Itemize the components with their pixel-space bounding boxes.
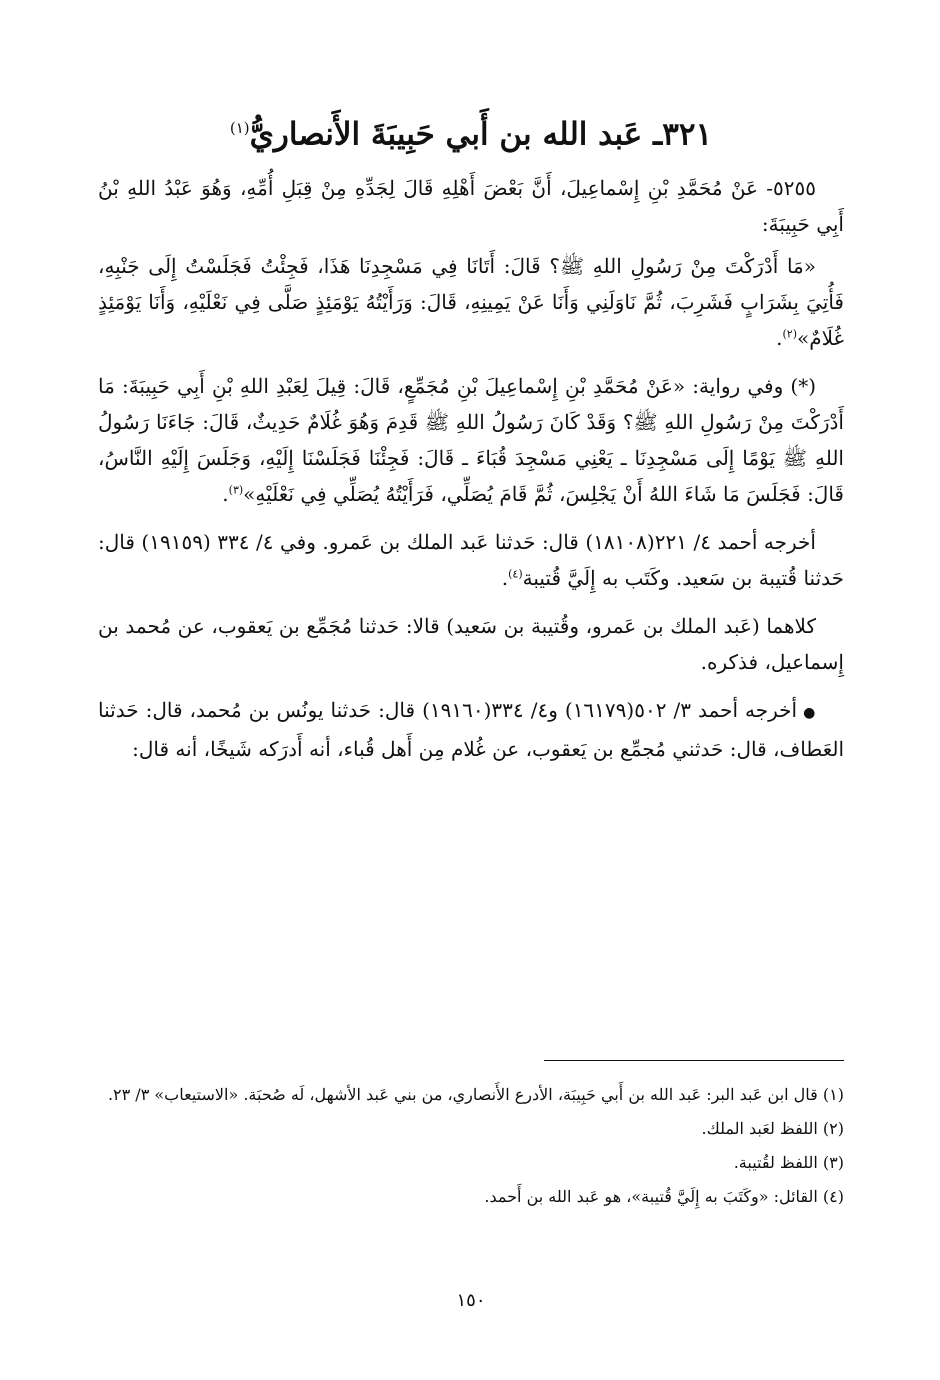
quote-footnote-ref: (٢)	[782, 327, 797, 341]
footnote-3: (٣) اللفظ لقُتيبة.	[733, 1153, 844, 1172]
quote-text: «مَا أَدْرَكْتَ مِنْ رَسُولِ اللهِ ﷺ؟ قَالَ: أَتَانَا فِي مَسْجِدِنَا هَذَا، فَجِئْتُ فَجَلَسْتُ إِلَى جَنْبِهِ، فَأُتِيَ بِشَرَابٍ فَشَرِبَ، ثُمَّ نَاوَلَنِي وَأَنَا عَنْ يَمِينِهِ، قَالَ: وَرَأَيْتُهُ يَوْمَئِذٍ صَلَّى فِي نَعْلَيْهِ، وَأَنَا يَوْمَئِذٍ غُلَامٌ»	[98, 254, 844, 350]
page-number: ١٥٠	[456, 1290, 486, 1311]
footnote-2: (٢) اللفظ لعَبد الملك.	[701, 1119, 844, 1138]
footnotes-section	[98, 1080, 844, 1216]
chapter-title-text: ٣٢١ـ عَبد الله بن أَبي حَبِيبَةَ الأَنصاريُّ	[249, 116, 713, 153]
takhrij-text-3: أخرجه أحمد ٣/ ٥٠٢(١٦١٧٩) و٤/ ٣٣٤(١٩١٦٠) قال: حَدثنا يونُس بن مُحمد، قال: حَدثنا العَطاف، قال: حَدثني مُجمِّع بن يَعقوب، عن غُلام مِن أَهل قُباء، أنه أَدرَكه شَيخًا، أنه قال:	[98, 698, 844, 761]
footnote-4: (٤) القائل: «وكَتَبَ به إِلَيَّ قُتيبة»، هو عَبد الله بن أَحمد.	[484, 1187, 844, 1206]
document-page	[98, 100, 844, 1340]
takhrij-paragraph-1: أخرجه أحمد ٤/ ٢٢١(١٨١٠٨) قال: حَدثنا عَبد الملك بن عَمرو. وفي ٤/ ٣٣٤ (١٩١٥٩) قال: حَدثنا قُتيبة بن سَعيد. وكَتَب به إِلَيَّ قُتيبة$^{(٤)}$.	[98, 530, 844, 590]
quote-paragraph: «مَا أَدْرَكْتَ مِنْ رَسُولِ اللهِ ﷺ؟ قَالَ: أَتَانَا فِي مَسْجِدِنَا هَذَا، فَجِئْتُ فَجَلَسْتُ إِلَى جَنْبِهِ، فَأُتِيَ بِشَرَابٍ فَشَرِبَ، ثُمَّ نَاوَلَنِي وَأَنَا عَنْ يَمِينِهِ، قَالَ: وَرَأَيْتُهُ يَوْمَئِذٍ صَلَّى فِي نَعْلَيْهِ، وَأَنَا يَوْمَئِذٍ غُلَامٌ»$^{(٢)}$.	[98, 254, 844, 350]
hadith-paragraph: ٥٢٥٥- عَنْ مُحَمَّدِ بْنِ إِسْماعِيلَ، أَنَّ بَعْضَ أَهْلِهِ قَالَ لِجَدِّهِ مِنْ قِبَلِ أُمِّهِ، وَهُوَ عَبْدُ اللهِ بْنُ أَبِي حَبِيبَةَ:	[98, 176, 844, 236]
takhrij-text-1: أخرجه أحمد ٤/ ٢٢١(١٨١٠٨) قال: حَدثنا عَبد الملك بن عَمرو. وفي ٤/ ٣٣٤ (١٩١٥٩) قال: حَدثنا قُتيبة بن سَعيد. وكَتَب به إِلَيَّ قُتيبة	[98, 530, 844, 590]
bullet-icon: ●	[803, 705, 816, 721]
takhrij-paragraph-2: كلاهما (عَبد الملك بن عَمرو، وقُتيبة بن سَعيد) قالا: حَدثنا مُجَمِّع بن يَعقوب، عن مُحمد بن إِسماعيل، فذكره.	[98, 614, 844, 674]
riwaya-paragraph: (*) وفي رواية: «عَنْ مُحَمَّدِ بْنِ إِسْماعِيلَ بْنِ مُجَمِّعٍ، قَالَ: قِيلَ لِعَبْدِ اللهِ بْنِ أَبِي حَبِيبَةَ: مَا أَدْرَكْتَ مِنْ رَسُولِ اللهِ ﷺ؟ وَقَدْ كَانَ رَسُولُ اللهِ ﷺ قَدِمَ وَهُوَ غُلَامٌ حَدِيثٌ، قَالَ: جَاءَنَا رَسُولُ اللهِ ﷺ يَوْمًا إِلَى مَسْجِدِنَا ـ يَعْنِي مَسْجِدَ قُبَاءَ ـ قَالَ: فَجِئْنَا فَجَلَسْنَا إِلَيْهِ، وَجَلَسَ إِلَيْهِ النَّاسُ، قَالَ: فَجَلَسَ مَا شَاءَ اللهُ أَنْ يَجْلِسَ، ثُمَّ قَامَ يُصَلِّي، فَرَأَيْتُهُ يُصَلِّي فِي نَعْلَيْهِ»$^{(٣)}$.	[98, 374, 844, 506]
footnote-divider	[544, 1060, 844, 1061]
riwaya-text: (*) وفي رواية: «عَنْ مُحَمَّدِ بْنِ إِسْماعِيلَ بْنِ مُجَمِّعٍ، قَالَ: قِيلَ لِعَبْدِ اللهِ بْنِ أَبِي حَبِيبَةَ: مَا أَدْرَكْتَ مِنْ رَسُولِ اللهِ ﷺ؟ وَقَدْ كَانَ رَسُولُ اللهِ ﷺ قَدِمَ وَهُوَ غُلَامٌ حَدِيثٌ، قَالَ: جَاءَنَا رَسُولُ اللهِ ﷺ يَوْمًا إِلَى مَسْجِدِنَا ـ يَعْنِي مَسْجِدَ قُبَاءَ ـ قَالَ: فَجِئْنَا فَجَلَسْنَا إِلَيْهِ، وَجَلَسَ إِلَيْهِ النَّاسُ، قَالَ: فَجَلَسَ مَا شَاءَ اللهُ أَنْ يَجْلِسَ، ثُمَّ قَامَ يُصَلِّي، فَرَأَيْتُهُ يُصَلِّي فِي نَعْلَيْهِ»	[98, 374, 844, 506]
takhrij-paragraph-3	[98, 692, 844, 767]
chapter-footnote-ref: (١)	[229, 119, 250, 137]
chapter-title	[98, 100, 844, 156]
footnote-1: (١) قال ابن عَبد البر: عَبد الله بن أَبي حَبِيبَة، الأدرع الأَنصاري، من بني عَبد الأشهل، لَه صُحبَة. «الاستيعاب» ٣/ ٢٣.	[107, 1085, 844, 1104]
takhrij-footnote-ref: (٤)	[508, 567, 523, 581]
riwaya-footnote-ref: (٣)	[228, 483, 244, 497]
